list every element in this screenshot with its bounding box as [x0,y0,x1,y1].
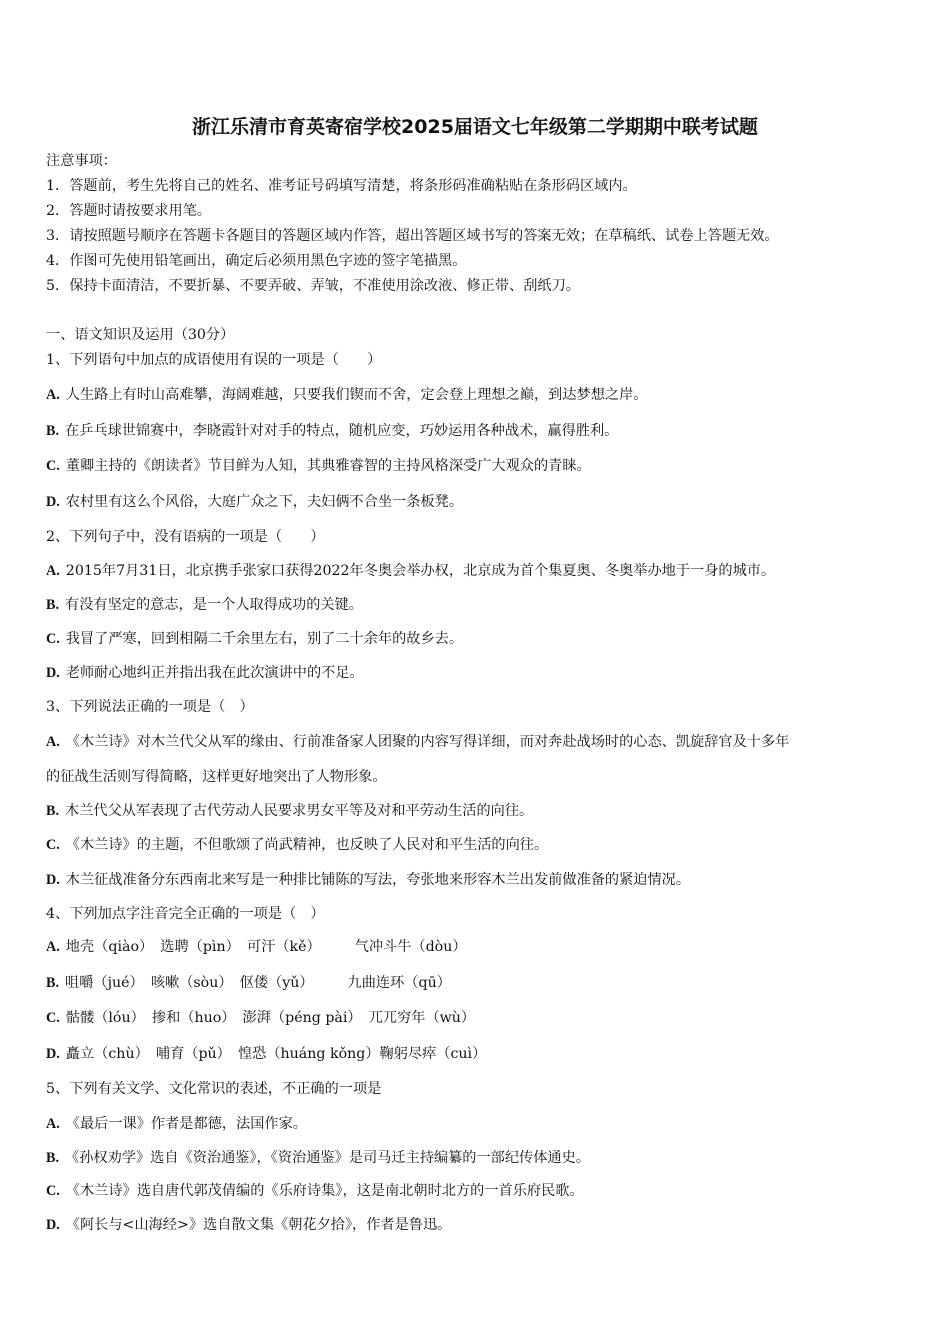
q5-option-d [46,1218,451,1232]
section-heading: 一、语文知识及运用（30分） [46,327,235,343]
option-text: 《孙权劝学》选自《资治通鉴》，《资治通鉴》是司马迁主持编纂的一部纪传体通史。 [65,1150,590,1166]
q1-option-d [46,495,463,509]
option-text: 《木兰诗》选自唐代郭茂倩编的《乐府诗集》，这是南北朝时北方的一首乐府民歌。 [65,1183,584,1199]
option-label: D. [46,1217,60,1233]
option-label: A. [46,387,60,403]
option-label: B. [46,803,60,819]
term: 掺和（huo） [151,1010,229,1026]
option-label: D. [46,872,60,888]
option-label: C. [46,631,60,647]
question-3-stem: 3、下列说法正确的一项是（ ） [46,699,254,715]
exam-title: 浙江乐清市育英寄宿学校2025届语文七年级第二学期期中联考试题 [192,116,758,138]
option-label: B. [46,423,60,439]
option-label: D. [46,494,60,510]
q3-option-a-continued: 的征战生活则写得简略，这样更好地突出了人物形象。 [46,769,387,785]
q3-option-d [46,873,690,887]
option-text: 《最后一课》作者是都德，法国作家。 [65,1116,307,1132]
option-label: B. [46,975,60,991]
q2-option-b [46,598,363,612]
term: 惶恐（huáng kǒng） [237,1046,380,1062]
option-label: A. [46,939,60,955]
option-label: C. [46,1183,60,1199]
option-label: D. [46,665,60,681]
q3-option-c [46,838,548,852]
term: 咀嚼（jué） [65,975,137,991]
q5-option-a [46,1117,307,1131]
term: 选聘（pìn） [160,939,233,955]
term: 矗立（chù） [65,1046,142,1062]
option-text: 董卿主持的《朗读者》节目鲜为人知，其典雅睿智的主持风格深受广大观众的青睐。 [65,458,591,474]
term: 气冲斗牛（dòu） [354,939,467,955]
term: 鞠躬尽瘁（cuì） [379,1046,487,1062]
option-text: 人生路上有时山高难攀，海阔难越，只要我们锲而不舍，定会登上理想之巅，到达梦想之岸。 [65,387,648,403]
q4-option-b [46,976,451,990]
question-1-stem: 1、下列语句中加点的成语使用有误的一项是（ ） [46,352,382,368]
term: 哺育（pǔ） [155,1046,224,1062]
option-text: 《木兰诗》的主题，不但歌颂了尚武精神，也反映了人民对和平生活的向往。 [65,837,549,853]
q2-option-a [46,564,775,578]
option-text: 木兰征战准备分东西南北来写是一种排比铺陈的写法，夸张地来形容木兰出发前做准备的紧迫情况。 [65,872,691,888]
option-label: C. [46,458,60,474]
q1-option-c [46,459,591,473]
term: 骷髅（lóu） [65,1010,138,1026]
term: 兀兀穷年（wù） [368,1010,476,1026]
option-label: B. [46,1150,60,1166]
note-item: 5．保持卡面清洁，不要折暴、不要弄破、弄皱，不准使用涂改液、修正带、刮纸刀。 [46,278,580,294]
option-label: C. [46,837,60,853]
term: 地壳（qiào） [65,939,147,955]
q4-option-a [46,940,467,954]
option-text: 老师耐心地纠正并指出我在此次演讲中的不足。 [65,665,364,681]
q2-option-c [46,632,463,646]
option-label: C. [46,1010,60,1026]
option-label: A. [46,1116,60,1132]
q5-option-b [46,1151,590,1165]
option-text: 《木兰诗》对木兰代父从军的缘由、行前准备家人团聚的内容写得详细，而对奔赴战场时的心态、凯旋辞官及十多年 [65,734,790,750]
q2-option-d [46,666,364,680]
option-text: 农村里有这么个风俗，大庭广众之下，夫妇俩不合坐一条板凳。 [65,494,464,510]
notes-heading: 注意事项： [46,153,117,169]
q4-option-c [46,1011,475,1025]
q1-option-b [46,424,618,438]
question-5-stem: 5、下列有关文学、文化常识的表述，不正确的一项是 [46,1081,382,1097]
option-label: A. [46,734,60,750]
q4-option-d [46,1047,486,1061]
q1-option-a [46,388,648,402]
q5-option-c [46,1184,584,1198]
term: 九曲连环（qū） [347,975,451,991]
term: 咳嗽（sòu） [150,975,226,991]
term: 伛偻（yǔ） [239,975,314,991]
option-text: 木兰代父从军表现了古代劳动人民要求男女平等及对和平劳动生活的向往。 [65,803,534,819]
option-text: 有没有坚定的意志，是一个人取得成功的关键。 [65,597,363,613]
term: 可汗（kě） [246,939,321,955]
option-text: 2015年7月31日，北京携手张家口获得2022年冬奥会举办权，北京成为首个集夏奥、冬奥举办地于一身的城市。 [65,563,776,579]
question-4-stem: 4、下列加点字注音完全正确的一项是（ ） [46,906,325,922]
note-item: 4．作图可先使用铅笔画出，确定后必须用黑色字迹的签字笔描黑。 [46,253,467,269]
question-2-stem: 2、下列句子中，没有语病的一项是（ ） [46,529,325,545]
note-item: 2．答题时请按要求用笔。 [46,203,212,219]
term: 澎湃（péng pài） [242,1010,355,1026]
option-text: 我冒了严寒，回到相隔二千余里左右，别了二十余年的故乡去。 [65,631,464,647]
option-label: A. [46,563,60,579]
option-label: B. [46,597,60,613]
q3-option-b [46,804,533,818]
option-text: 《阿长与<山海经>》选自散文集《朝花夕拾》，作者是鲁迅。 [65,1217,452,1233]
option-text: 在乒乓球世锦赛中，李晓霞针对对手的特点，随机应变，巧妙运用各种战术，赢得胜利。 [65,423,619,439]
q3-option-a [46,735,789,749]
note-item: 3．请按照题号顺序在答题卡各题目的答题区域内作答，超出答题区域书写的答案无效；在草稿纸、试卷上答题无效。 [46,228,779,244]
option-label: D. [46,1046,60,1062]
note-item: 1．答题前，考生先将自己的姓名、准考证号码填写清楚，将条形码准确粘贴在条形码区域内。 [46,178,637,194]
